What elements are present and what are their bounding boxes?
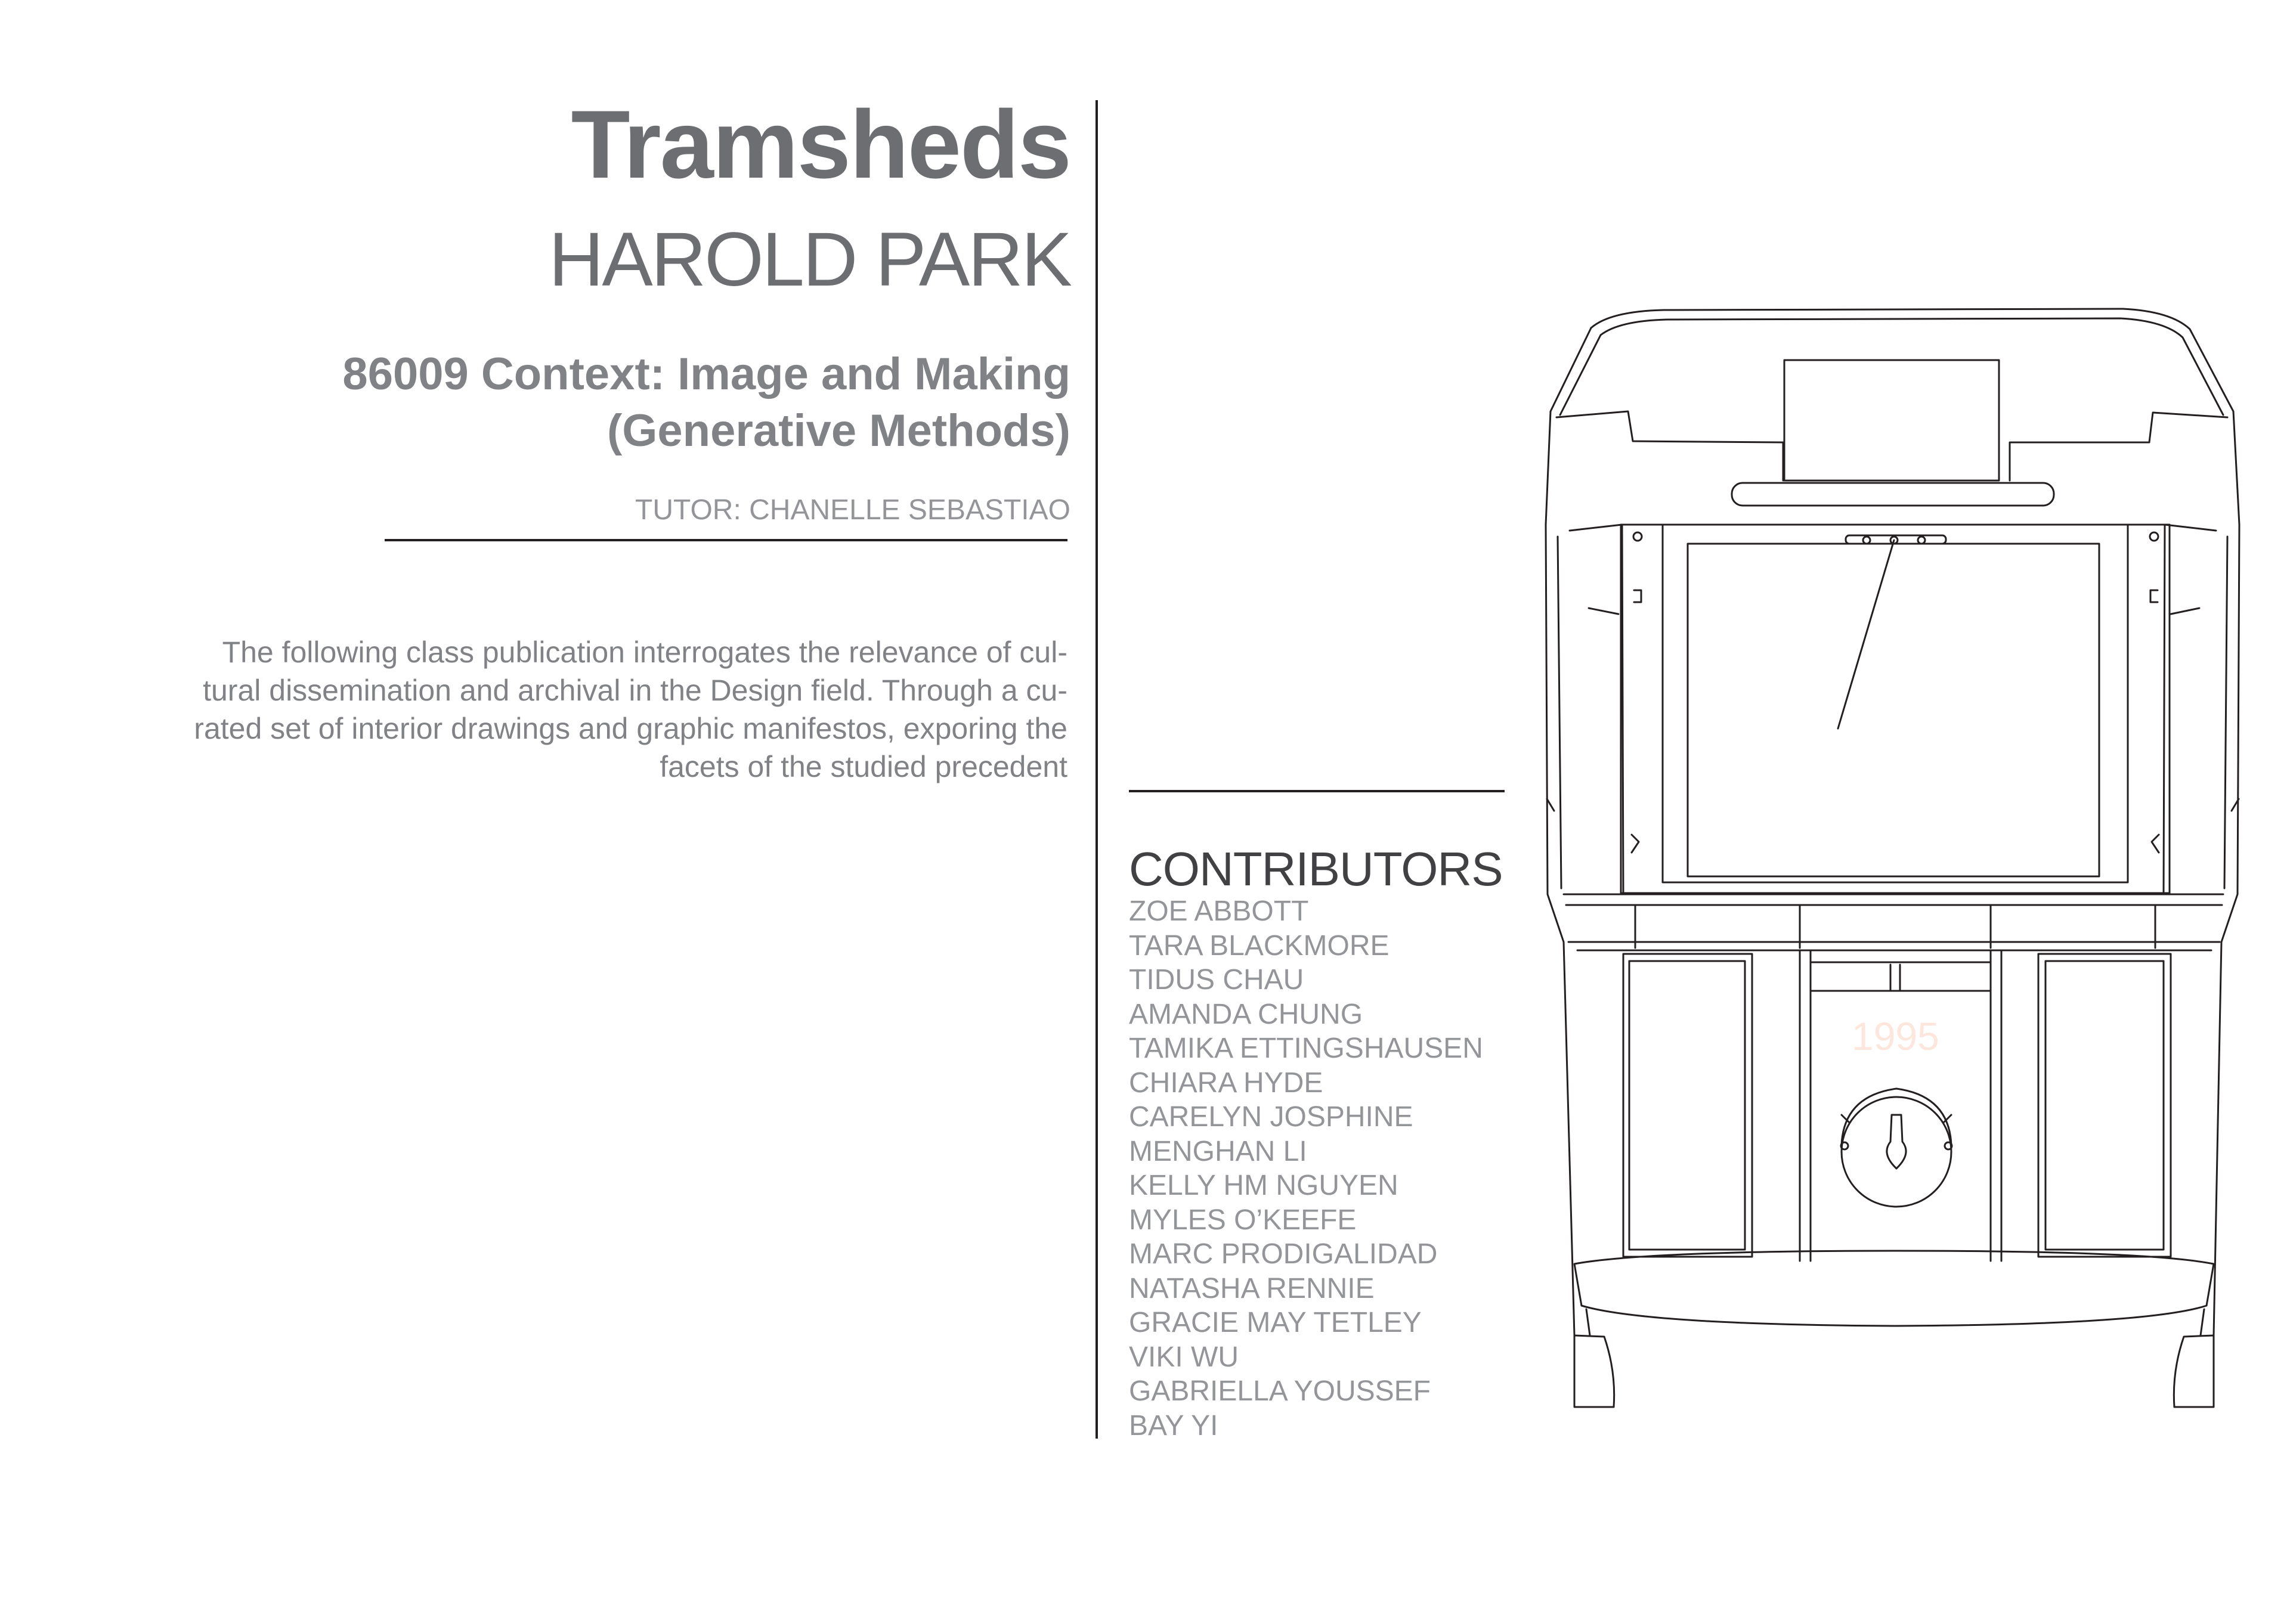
contributor-name: GRACIE MAY TETLEY (1129, 1307, 1422, 1338)
title-divider (385, 539, 1067, 541)
description-line: facets of the studied precedent (660, 750, 1067, 783)
contributor-name: BAY YI (1129, 1409, 1218, 1442)
description-paragraph (173, 633, 1067, 786)
contributor-name: CHIARA HYDE (1129, 1067, 1323, 1099)
contributor-name: TARA BLACKMORE (1129, 929, 1390, 962)
course-title-line: 86009 Context: Image and Making (342, 349, 1070, 399)
contributors-divider (1129, 790, 1505, 792)
contributor-name: GABRIELLA YOUSSEF (1129, 1375, 1431, 1407)
contributor-name: CARELYN JOSPHINE (1129, 1101, 1413, 1133)
contributor-name: TIDUS CHAU (1129, 964, 1304, 996)
contributor-name: MARC PRODIGALIDAD (1129, 1238, 1438, 1270)
page-subtitle: HAROLD PARK (548, 217, 1070, 302)
description-line: rated set of interior drawings and graphic manifestos, exporing the (194, 712, 1067, 745)
description-line: tural dissemination and archival in the Design field. Through a cu- (203, 674, 1067, 707)
contributor-name: VIKI WU (1129, 1341, 1239, 1373)
vertical-divider (1096, 100, 1098, 1439)
contributor-name: KELLY HM NGUYEN (1129, 1170, 1398, 1201)
contributor-name: ZOE ABBOTT (1129, 895, 1309, 927)
contributors-heading: CONTRIBUTORS (1129, 842, 1503, 895)
tram-front-line-drawing-icon (1539, 304, 2254, 1437)
tutor-credit: TUTOR: CHANELLE SEBASTIAO (635, 494, 1070, 526)
contributor-name: MYLES O’KEEFE (1129, 1204, 1357, 1236)
contributor-name: AMANDA CHUNG (1129, 998, 1363, 1030)
contributor-name: NATASHA RENNIE (1129, 1272, 1375, 1304)
course-title-line: (Generative Methods) (606, 405, 1070, 456)
course-title (342, 346, 1070, 459)
description-line: The following class publication interrogates the relevance of cul- (222, 636, 1067, 669)
contributor-name: MENGHAN LI (1129, 1135, 1307, 1167)
page-title: Tramsheds (571, 91, 1070, 199)
contributors-list (1129, 894, 1483, 1443)
contributor-name: TAMIKA ETTINGSHAUSEN (1129, 1033, 1483, 1064)
tram-year-label: 1995 (1852, 1014, 1939, 1058)
